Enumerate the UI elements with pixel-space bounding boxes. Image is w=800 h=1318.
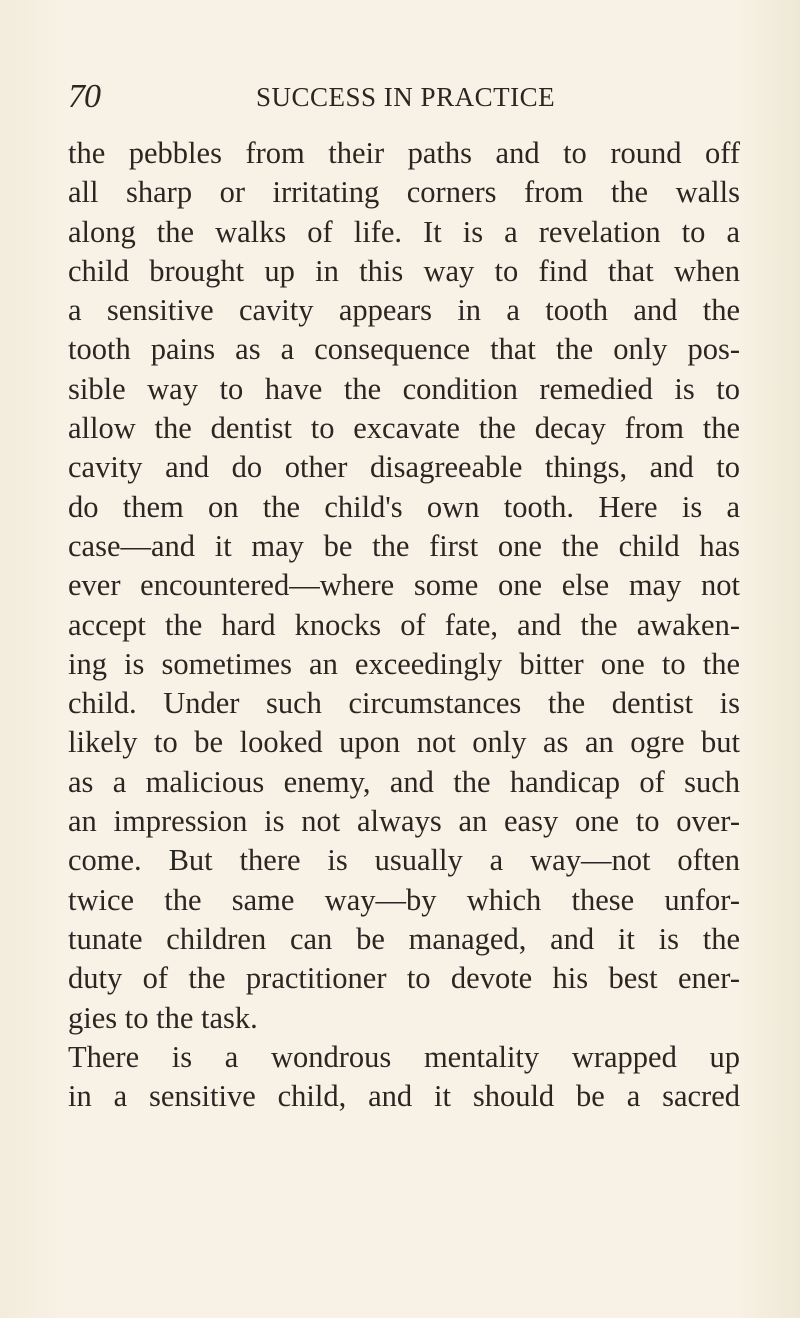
text-line: ever encountered—where some one else may not [68, 568, 740, 603]
text-line: child brought up in this way to find that when [68, 253, 740, 288]
text-line: a sensitive cavity appears in a tooth and the [68, 293, 740, 328]
text-line: allow the dentist to excavate the decay from the [68, 411, 740, 446]
text-line: duty of the practitioner to devote his best ener- [68, 961, 740, 996]
text-line: cavity and do other disagreeable things, and to [68, 450, 740, 485]
text-line: likely to be looked upon not only as an ogre but [68, 725, 740, 760]
text-line: sible way to have the condition remedied is to [68, 371, 740, 406]
text-line: case—and it may be the first one the child has [68, 528, 740, 563]
text-line: ing is sometimes an exceedingly bitter one to the [68, 646, 740, 681]
text-line: do them on the child's own tooth. Here is a [68, 489, 740, 524]
running-head: SUCCESS IN PRACTICE [256, 82, 556, 112]
page-header [68, 78, 748, 118]
text-line: along the walks of life. It is a revelation to a [68, 214, 740, 249]
text-line: all sharp or irritating corners from the walls [68, 175, 740, 210]
paragraph-end-line: gies to the task. [68, 1000, 258, 1035]
text-line: in a sensitive child, and it should be a sacred [68, 1079, 740, 1114]
text-line: accept the hard knocks of fate, and the awaken- [68, 607, 740, 642]
body-text [68, 134, 740, 1116]
paragraph-start-line: There is a wondrous mentality wrapped up [68, 1039, 740, 1074]
text-line: tunate children can be managed, and it is the [68, 921, 740, 956]
text-line: tooth pains as a consequence that the only pos- [68, 332, 740, 367]
text-line: an impression is not always an easy one to over- [68, 804, 740, 839]
text-line: the pebbles from their paths and to round off [68, 136, 740, 170]
text-line: twice the same way—by which these unfor- [68, 882, 740, 917]
text-line: as a malicious enemy, and the handicap of such [68, 764, 740, 799]
page-number: 70 [68, 78, 100, 115]
text-line: child. Under such circumstances the dentist is [68, 686, 740, 721]
text-line: come. But there is usually a way—not often [68, 843, 740, 878]
